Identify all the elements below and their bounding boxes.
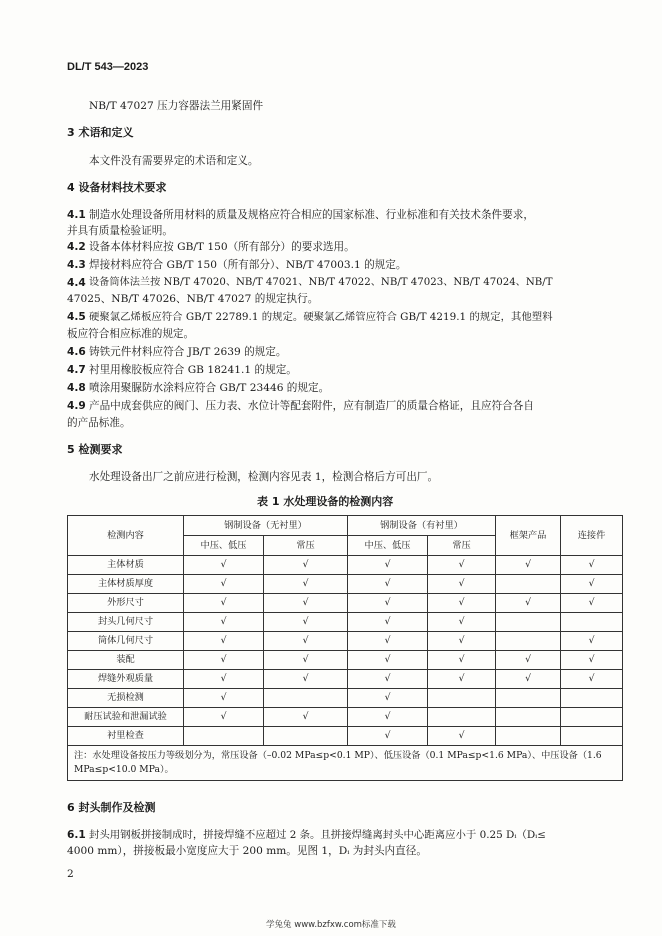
table-row-label: 封头几何尺寸 [68, 613, 184, 632]
table-caption: 表 1 水处理设备的检测内容 [257, 495, 394, 508]
section-5-title: 5 检测要求 [67, 443, 123, 456]
clause-number: 6.1 [67, 829, 86, 841]
section-6-title: 6 封头制作及检测 [67, 801, 156, 814]
table-cell-check: √ [264, 556, 348, 575]
table-cell-check: √ [348, 632, 428, 651]
table-cell-check: √ [184, 651, 264, 670]
clause-text: 板应符合相应标准的规定。 [67, 328, 195, 340]
section-3-title: 3 术语和定义 [67, 126, 134, 139]
clause-number: 4.8 [67, 382, 86, 394]
table-cell-check: √ [428, 651, 496, 670]
table-cell-check: √ [184, 594, 264, 613]
table-cell-check: √ [348, 613, 428, 632]
clause-text: 焊接材料应符合 GB/T 150（所有部分）、NB/T 47003.1 的规定。 [89, 259, 407, 271]
section-5-body: 水处理设备出厂之前应进行检测，检测内容见表 1，检测合格后方可出厂。 [89, 471, 439, 483]
table-cell-check [428, 689, 496, 708]
table-cell-check: √ [184, 708, 264, 727]
clause-number: 4.4 [67, 277, 86, 289]
clause-text: 设备筒体法兰按 NB/T 47020、NB/T 47021、NB/T 47022、NB/T 47023、NB/T 47024、NB/T [89, 277, 553, 288]
table-cell-check [496, 575, 561, 594]
table-cell-check: √ [428, 632, 496, 651]
table-row [68, 575, 623, 594]
normative-reference: NB/T 47027 压力容器法兰用紧固件 [89, 100, 264, 112]
table-row [68, 632, 623, 651]
table-row-label: 筒体几何尺寸 [68, 632, 184, 651]
table-row [68, 689, 623, 708]
table-cell-check: √ [561, 651, 623, 670]
clause-text: 衬里用橡胶板应符合 GB 18241.1 的规定。 [89, 364, 297, 376]
table-subheader-normal: 常压 [264, 536, 348, 556]
table-row [68, 613, 623, 632]
clause-text: 铸铁元件材料应符合 JB/T 2639 的规定。 [89, 346, 287, 358]
clause-text: 47025、NB/T 47026、NB/T 47027 的规定执行。 [67, 293, 319, 305]
footer-watermark: 学兔兔 www.bzfxw.com标准下载 [266, 920, 396, 930]
table-subheader-mid-low: 中压、低压 [184, 536, 264, 556]
table-subheader-normal: 常压 [428, 536, 496, 556]
table-row-label: 衬里检查 [68, 727, 184, 746]
table-cell-check: √ [428, 594, 496, 613]
clause-text: 并具有质量检验证明。 [67, 225, 173, 237]
table-cell-check [496, 689, 561, 708]
table-header-connector: 连接件 [561, 516, 623, 556]
section-3-body: 本文件没有需要界定的术语和定义。 [89, 155, 259, 167]
table-row-label: 焊缝外观质量 [68, 670, 184, 689]
page-number: 2 [67, 868, 74, 880]
clause-number: 4.7 [67, 364, 86, 376]
table-header-lined: 钢制设备（有衬里） [348, 516, 496, 536]
table-header-unlined: 钢制设备（无衬里） [184, 516, 348, 536]
table-cell-check: √ [561, 575, 623, 594]
clause-number: 4.2 [67, 241, 86, 253]
table-cell-check: √ [348, 651, 428, 670]
table-row-label: 主体材质厚度 [68, 575, 184, 594]
clause-number: 4.1 [67, 209, 86, 221]
table-row [68, 708, 623, 727]
table-header-frame: 框架产品 [496, 516, 561, 556]
table-row-label: 耐压试验和泄漏试验 [68, 708, 184, 727]
table-note: 注：水处理设备按压力等级划分为，常压设备（–0.02 MPa≤p<0.1 MP）、低压设备（0.1 MPa≤p<1.6 MPa）、中压设备（1.6 MPa≤p<10.0 MPa）。 [68, 746, 623, 781]
table-cell-check: √ [184, 670, 264, 689]
table-row [68, 670, 623, 689]
table-cell-check [184, 727, 264, 746]
table-row [68, 651, 623, 670]
table-cell-check: √ [348, 727, 428, 746]
clause-text: 的产品标准。 [67, 417, 131, 429]
table-cell-check [496, 613, 561, 632]
table-cell-check [496, 727, 561, 746]
table-cell-check: √ [264, 594, 348, 613]
table-cell-check: √ [184, 632, 264, 651]
inspection-table [67, 515, 623, 781]
table-cell-check: √ [348, 689, 428, 708]
document-header: DL/T 543—2023 [67, 61, 149, 73]
table-row-label: 外形尺寸 [68, 594, 184, 613]
table-row [68, 556, 623, 575]
table-cell-check: √ [348, 575, 428, 594]
table-row-label: 无损检测 [68, 689, 184, 708]
table-cell-check [561, 689, 623, 708]
clause-text: 设备本体材料应按 GB/T 150（所有部分）的要求选用。 [89, 241, 355, 253]
table-cell-check: √ [428, 727, 496, 746]
table-row-label: 主体材质 [68, 556, 184, 575]
table-cell-check: √ [264, 632, 348, 651]
clause-text: 制造水处理设备所用材料的质量及规格应符合相应的国家标准、行业标准和有关技术条件要求， [89, 209, 534, 221]
table-cell-check: √ [561, 670, 623, 689]
table-body [68, 556, 623, 746]
table-row [68, 594, 623, 613]
table-cell-check: √ [428, 670, 496, 689]
table-cell-check: √ [428, 556, 496, 575]
clause-number: 4.5 [67, 311, 86, 323]
table-cell-check: √ [561, 556, 623, 575]
table-row [68, 727, 623, 746]
table-cell-check [428, 708, 496, 727]
section-4-title: 4 设备材料技术要求 [67, 181, 167, 194]
table-cell-check: √ [428, 613, 496, 632]
table-cell-check: √ [496, 556, 561, 575]
table-cell-check: √ [264, 651, 348, 670]
table-cell-check [496, 632, 561, 651]
table-cell-check: √ [428, 575, 496, 594]
table-row-label: 装配 [68, 651, 184, 670]
table-header-item: 检测内容 [68, 516, 184, 556]
table-cell-check [496, 708, 561, 727]
table-cell-check: √ [264, 575, 348, 594]
table-cell-check [561, 708, 623, 727]
clause-text: 产品中成套供应的阀门、压力表、水位计等配套附件，应有制造厂的质量合格证，且应符合各自 [89, 400, 534, 412]
clause-text: 喷涂用聚脲防水涂料应符合 GB/T 23446 的规定。 [89, 382, 330, 394]
table-subheader-mid-low: 中压、低压 [348, 536, 428, 556]
clause-text: 4000 mm），拼接板最小宽度应大于 200 mm。见图 1，Dᵢ 为封头内直径。 [67, 845, 427, 857]
clause-number: 4.3 [67, 259, 86, 271]
table-cell-check: √ [184, 689, 264, 708]
table-cell-check: √ [561, 594, 623, 613]
table-cell-check: √ [184, 556, 264, 575]
table-cell-check: √ [496, 594, 561, 613]
clause-text: 硬聚氯乙烯板应符合 GB/T 22789.1 的规定。硬聚氯乙烯管应符合 GB/T 4219.1 的规定，其他塑料 [89, 311, 553, 323]
table-cell-check [264, 689, 348, 708]
table-cell-check: √ [184, 575, 264, 594]
clause-number: 4.9 [67, 400, 86, 412]
table-cell-check: √ [264, 708, 348, 727]
table-cell-check: √ [184, 613, 264, 632]
table-cell-check: √ [561, 632, 623, 651]
table-cell-check [561, 727, 623, 746]
clause-number: 4.6 [67, 346, 86, 358]
table-cell-check: √ [264, 613, 348, 632]
table-cell-check: √ [348, 556, 428, 575]
table-cell-check [264, 727, 348, 746]
table-cell-check: √ [264, 670, 348, 689]
table-cell-check: √ [348, 708, 428, 727]
table-cell-check [561, 613, 623, 632]
table-cell-check: √ [348, 670, 428, 689]
table-cell-check: √ [348, 594, 428, 613]
table-cell-check: √ [496, 651, 561, 670]
table-cell-check: √ [496, 670, 561, 689]
clause-text: 封头用钢板拼接制成时，拼接焊缝不应超过 2 条。且拼接焊缝离封头中心距离应小于 0.25 Dᵢ（Dᵢ≤ [89, 829, 546, 841]
